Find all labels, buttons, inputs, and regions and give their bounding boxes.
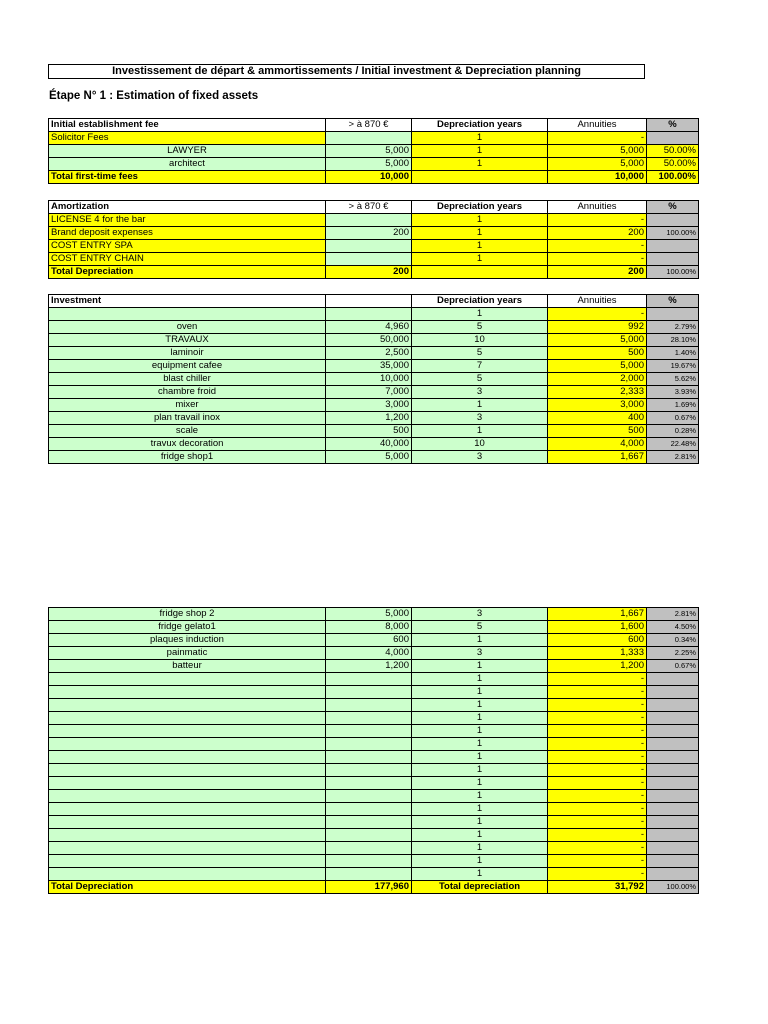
cell-amount[interactable] [326,829,412,842]
cell-years[interactable]: 10 [412,438,548,451]
cell-amount[interactable]: 5,000 [326,145,412,158]
table-row [49,764,699,777]
table-row [49,438,699,451]
cell-years[interactable]: 1 [412,686,548,699]
table-row [49,647,699,660]
table-row [49,660,699,673]
cell-years[interactable]: 3 [412,412,548,425]
cell-years[interactable]: 1 [412,660,548,673]
cell-annuity[interactable]: - [548,699,647,712]
cell-label[interactable] [49,738,326,751]
cell-annuity[interactable]: 5,000 [548,360,647,373]
cell-pct[interactable]: 2.25% [647,647,699,660]
amortization-table [48,200,699,279]
table-row [49,253,699,266]
table-row [49,829,699,842]
cell-label[interactable]: fridge shop1 [49,451,326,464]
cell-label[interactable]: blast chiller [49,373,326,386]
header-cell: Depreciation years [412,119,548,132]
cell-label[interactable]: fridge shop 2 [49,608,326,621]
table-row [49,308,699,321]
cell-years[interactable]: 1 [412,634,548,647]
cell-years[interactable]: 5 [412,347,548,360]
cell-pct[interactable]: 22.48% [647,438,699,451]
cell-annuity[interactable]: 3,000 [548,399,647,412]
table-row [49,214,699,227]
cell-amount[interactable]: 500 [326,425,412,438]
cell-annuity[interactable]: 2,333 [548,386,647,399]
cell-label[interactable]: LICENSE 4 for the bar [49,214,326,227]
cell-annuity[interactable]: 2,000 [548,373,647,386]
header-cell: > à 870 € [326,201,412,214]
table-row [49,145,699,158]
cell-annuity[interactable]: - [548,308,647,321]
total-pct[interactable]: 100.00% [647,881,699,894]
header-cell: Annuities [548,119,647,132]
cell-amount[interactable]: 200 [326,227,412,240]
cell-pct[interactable]: 0.34% [647,634,699,647]
table-row [49,412,699,425]
cell-years[interactable]: 3 [412,608,548,621]
cell-years[interactable]: 3 [412,451,548,464]
cell-pct[interactable] [647,855,699,868]
cell-annuity[interactable]: 400 [548,412,647,425]
cell-label[interactable]: fridge gelato1 [49,621,326,634]
cell-label[interactable] [49,790,326,803]
cell-label[interactable] [49,673,326,686]
cell-pct[interactable]: 0.28% [647,425,699,438]
cell-annuity[interactable]: - [548,868,647,881]
cell-amount[interactable]: 1,200 [326,412,412,425]
cell-annuity[interactable]: - [548,738,647,751]
cell-pct[interactable]: 50.00% [647,145,699,158]
cell-years[interactable]: 1 [412,699,548,712]
cell-amount[interactable] [326,725,412,738]
cell-amount[interactable] [326,699,412,712]
header-cell: Annuities [548,295,647,308]
cell-amount[interactable] [326,132,412,145]
cell-amount[interactable]: 40,000 [326,438,412,451]
cell-pct[interactable]: 3.93% [647,386,699,399]
cell-label[interactable]: plaques induction [49,634,326,647]
total-row [49,266,699,279]
table-row [49,321,699,334]
cell-pct[interactable] [647,673,699,686]
table-row [49,240,699,253]
cell-label[interactable]: mixer [49,399,326,412]
cell-pct[interactable]: 2.81% [647,451,699,464]
cell-amount[interactable] [326,803,412,816]
table-row [49,803,699,816]
cell-pct[interactable]: 5.62% [647,373,699,386]
cell-years[interactable]: 1 [412,399,548,412]
table-row [49,425,699,438]
cell-years[interactable]: 1 [412,829,548,842]
cell-pct[interactable] [647,868,699,881]
cell-amount[interactable] [326,240,412,253]
cell-years[interactable]: 1 [412,816,548,829]
cell-pct[interactable]: 100.00% [647,227,699,240]
cell-amount[interactable]: 3,000 [326,399,412,412]
cell-pct[interactable] [647,803,699,816]
step-title: Étape N° 1 : Estimation of fixed assets [49,90,259,102]
table-row [49,158,699,171]
total-label: Total first-time fees [49,171,326,184]
table-row [49,347,699,360]
cell-amount[interactable]: 5,000 [326,451,412,464]
cell-label[interactable] [49,725,326,738]
table-row [49,855,699,868]
header-cell: % [647,119,699,132]
cell-amount[interactable] [326,308,412,321]
cell-label[interactable]: scale [49,425,326,438]
cell-pct[interactable]: 28.10% [647,334,699,347]
cell-annuity[interactable]: 500 [548,425,647,438]
cell-pct[interactable]: 50.00% [647,158,699,171]
table-row [49,777,699,790]
cell-label[interactable] [49,764,326,777]
cell-label[interactable] [49,842,326,855]
header-cell: % [647,295,699,308]
table-row [49,451,699,464]
cell-years[interactable]: 5 [412,373,548,386]
cell-pct[interactable]: 1.40% [647,347,699,360]
cell-years[interactable]: 1 [412,738,548,751]
cell-pct[interactable]: 0.67% [647,412,699,425]
cell-amount[interactable] [326,842,412,855]
initial-fees-table [48,118,699,184]
cell-pct[interactable] [647,308,699,321]
cell-amount[interactable] [326,816,412,829]
table-row [49,790,699,803]
header-cell: Initial establishment fee [49,119,326,132]
cell-annuity[interactable]: - [548,673,647,686]
header-cell [326,295,412,308]
cell-annuity[interactable]: - [548,253,647,266]
cell-years[interactable]: 1 [412,777,548,790]
cell-years[interactable]: 1 [412,842,548,855]
cell-annuity[interactable]: - [548,816,647,829]
cell-label[interactable]: painmatic [49,647,326,660]
cell-annuity[interactable]: 500 [548,347,647,360]
investment-table-continued [48,607,699,894]
cell-years[interactable]: 1 [412,803,548,816]
cell-pct[interactable]: 4.50% [647,621,699,634]
cell-amount[interactable] [326,855,412,868]
cell-amount[interactable] [326,790,412,803]
cell-label[interactable] [49,829,326,842]
cell-label[interactable]: COST ENTRY SPA [49,240,326,253]
total-pct[interactable]: 100.00% [647,171,699,184]
cell-annuity[interactable]: 5,000 [548,145,647,158]
cell-years[interactable]: 1 [412,145,548,158]
header-cell: Depreciation years [412,201,548,214]
cell-annuity[interactable]: - [548,725,647,738]
cell-label[interactable]: travux decoration [49,438,326,451]
cell-amount[interactable] [326,712,412,725]
cell-years[interactable]: 5 [412,321,548,334]
cell-years[interactable]: 1 [412,158,548,171]
table-row [49,386,699,399]
cell-amount[interactable]: 50,000 [326,334,412,347]
investment-table [48,294,699,464]
cell-amount[interactable] [326,868,412,881]
table-row [49,360,699,373]
cell-label[interactable]: Brand deposit expenses [49,227,326,240]
cell-label[interactable]: TRAVAUX [49,334,326,347]
cell-pct[interactable] [647,842,699,855]
cell-years[interactable]: 1 [412,673,548,686]
table-row [49,608,699,621]
cell-label[interactable] [49,816,326,829]
header-cell: Amortization [49,201,326,214]
cell-annuity[interactable]: - [548,777,647,790]
cell-amount[interactable]: 8,000 [326,621,412,634]
cell-pct[interactable] [647,699,699,712]
table-row [49,816,699,829]
cell-years[interactable]: 5 [412,621,548,634]
cell-label[interactable] [49,686,326,699]
cell-years[interactable]: 1 [412,308,548,321]
cell-years[interactable]: 1 [412,227,548,240]
table-row [49,686,699,699]
cell-years[interactable]: 1 [412,725,548,738]
cell-amount[interactable]: 35,000 [326,360,412,373]
cell-years[interactable]: 1 [412,751,548,764]
cell-pct[interactable]: 2.81% [647,608,699,621]
cell-amount[interactable]: 5,000 [326,608,412,621]
cell-annuity[interactable]: - [548,803,647,816]
cell-pct[interactable] [647,712,699,725]
cell-annuity[interactable]: 600 [548,634,647,647]
table-row [49,868,699,881]
cell-pct[interactable] [647,751,699,764]
total-label: Total Depreciation [49,881,326,894]
cell-amount[interactable] [326,253,412,266]
cell-years[interactable] [412,266,548,279]
cell-pct[interactable] [647,240,699,253]
cell-annuity[interactable]: 992 [548,321,647,334]
cell-amount[interactable]: 4,000 [326,647,412,660]
cell-label[interactable] [49,803,326,816]
cell-years[interactable]: 1 [412,240,548,253]
table-row [49,132,699,145]
table-header-row [49,119,699,132]
cell-annuity[interactable]: - [548,842,647,855]
total-annuity[interactable]: 31,792 [548,881,647,894]
cell-pct[interactable] [647,738,699,751]
table-row [49,399,699,412]
cell-years[interactable]: 3 [412,386,548,399]
table-row [49,725,699,738]
cell-pct[interactable] [647,764,699,777]
total-row [49,881,699,894]
cell-amount[interactable] [326,686,412,699]
cell-years[interactable]: 7 [412,360,548,373]
cell-pct[interactable]: 0.67% [647,660,699,673]
cell-years[interactable]: 1 [412,712,548,725]
cell-years[interactable]: 1 [412,855,548,868]
cell-annuity[interactable]: 4,000 [548,438,647,451]
cell-annuity[interactable]: - [548,751,647,764]
cell-amount[interactable]: 4,960 [326,321,412,334]
cell-amount[interactable] [326,764,412,777]
cell-annuity[interactable]: 200 [548,227,647,240]
cell-label[interactable]: LAWYER [49,145,326,158]
total-amount[interactable]: 200 [326,266,412,279]
cell-pct[interactable] [647,816,699,829]
cell-amount[interactable] [326,751,412,764]
table-row [49,712,699,725]
total-years-label: Total depreciation [412,881,548,894]
cell-amount[interactable]: 600 [326,634,412,647]
cell-pct[interactable]: 2.79% [647,321,699,334]
table-header-row [49,295,699,308]
cell-pct[interactable]: 1.69% [647,399,699,412]
cell-annuity[interactable]: - [548,712,647,725]
cell-label[interactable] [49,751,326,764]
total-pct[interactable]: 100.00% [647,266,699,279]
table-row [49,842,699,855]
cell-pct[interactable] [647,777,699,790]
cell-years[interactable]: 10 [412,334,548,347]
cell-pct[interactable] [647,725,699,738]
table-header-row [49,201,699,214]
cell-years[interactable]: 1 [412,253,548,266]
cell-annuity[interactable]: - [548,790,647,803]
cell-amount[interactable] [326,738,412,751]
table-row [49,738,699,751]
cell-pct[interactable] [647,686,699,699]
cell-pct[interactable] [647,214,699,227]
table-row [49,699,699,712]
cell-years[interactable]: 1 [412,790,548,803]
cell-annuity[interactable]: - [548,686,647,699]
cell-label[interactable] [49,712,326,725]
table-row [49,634,699,647]
cell-annuity[interactable]: - [548,764,647,777]
cell-label[interactable]: architect [49,158,326,171]
cell-years[interactable]: 1 [412,214,548,227]
cell-label[interactable]: COST ENTRY CHAIN [49,253,326,266]
cell-label[interactable] [49,868,326,881]
cell-amount[interactable]: 7,000 [326,386,412,399]
cell-years[interactable]: 1 [412,868,548,881]
cell-label[interactable] [49,308,326,321]
total-row [49,171,699,184]
cell-label[interactable]: equipment cafee [49,360,326,373]
cell-annuity[interactable]: 1,667 [548,608,647,621]
cell-years[interactable]: 1 [412,132,548,145]
total-amount[interactable]: 10,000 [326,171,412,184]
cell-amount[interactable] [326,673,412,686]
cell-annuity[interactable]: - [548,240,647,253]
cell-years[interactable]: 1 [412,764,548,777]
cell-label[interactable]: Solicitor Fees [49,132,326,145]
cell-pct[interactable] [647,253,699,266]
table-row [49,673,699,686]
total-annuity[interactable]: 200 [548,266,647,279]
cell-label[interactable]: laminoir [49,347,326,360]
cell-label[interactable]: plan travail inox [49,412,326,425]
cell-amount[interactable]: 5,000 [326,158,412,171]
header-cell: Investment [49,295,326,308]
cell-amount[interactable]: 10,000 [326,373,412,386]
cell-amount[interactable] [326,214,412,227]
cell-pct[interactable] [647,132,699,145]
cell-label[interactable]: chambre froid [49,386,326,399]
total-label: Total Depreciation [49,266,326,279]
cell-amount[interactable]: 1,200 [326,660,412,673]
cell-annuity[interactable]: - [548,855,647,868]
cell-amount[interactable] [326,777,412,790]
total-amount[interactable]: 177,960 [326,881,412,894]
cell-annuity[interactable]: - [548,132,647,145]
cell-annuity[interactable]: 1,667 [548,451,647,464]
cell-label[interactable]: oven [49,321,326,334]
cell-annuity[interactable]: 1,600 [548,621,647,634]
cell-years[interactable] [412,171,548,184]
table-row [49,227,699,240]
cell-pct[interactable] [647,790,699,803]
cell-pct[interactable]: 19.67% [647,360,699,373]
cell-annuity[interactable]: 5,000 [548,158,647,171]
cell-annuity[interactable]: - [548,214,647,227]
document-title: Investissement de départ & ammortissements / Initial investment & Depreciation planning [48,64,645,79]
header-cell: Annuities [548,201,647,214]
cell-annuity[interactable]: - [548,829,647,842]
header-cell: Depreciation years [412,295,548,308]
cell-pct[interactable] [647,829,699,842]
cell-label[interactable] [49,777,326,790]
cell-annuity[interactable]: 1,200 [548,660,647,673]
cell-amount[interactable]: 2,500 [326,347,412,360]
cell-years[interactable]: 3 [412,647,548,660]
cell-annuity[interactable]: 5,000 [548,334,647,347]
table-row [49,751,699,764]
cell-label[interactable]: batteur [49,660,326,673]
header-cell: % [647,201,699,214]
cell-label[interactable] [49,699,326,712]
table-row [49,373,699,386]
cell-label[interactable] [49,855,326,868]
cell-annuity[interactable]: 1,333 [548,647,647,660]
cell-years[interactable]: 1 [412,425,548,438]
total-annuity[interactable]: 10,000 [548,171,647,184]
table-row [49,334,699,347]
header-cell: > à 870 € [326,119,412,132]
table-row [49,621,699,634]
